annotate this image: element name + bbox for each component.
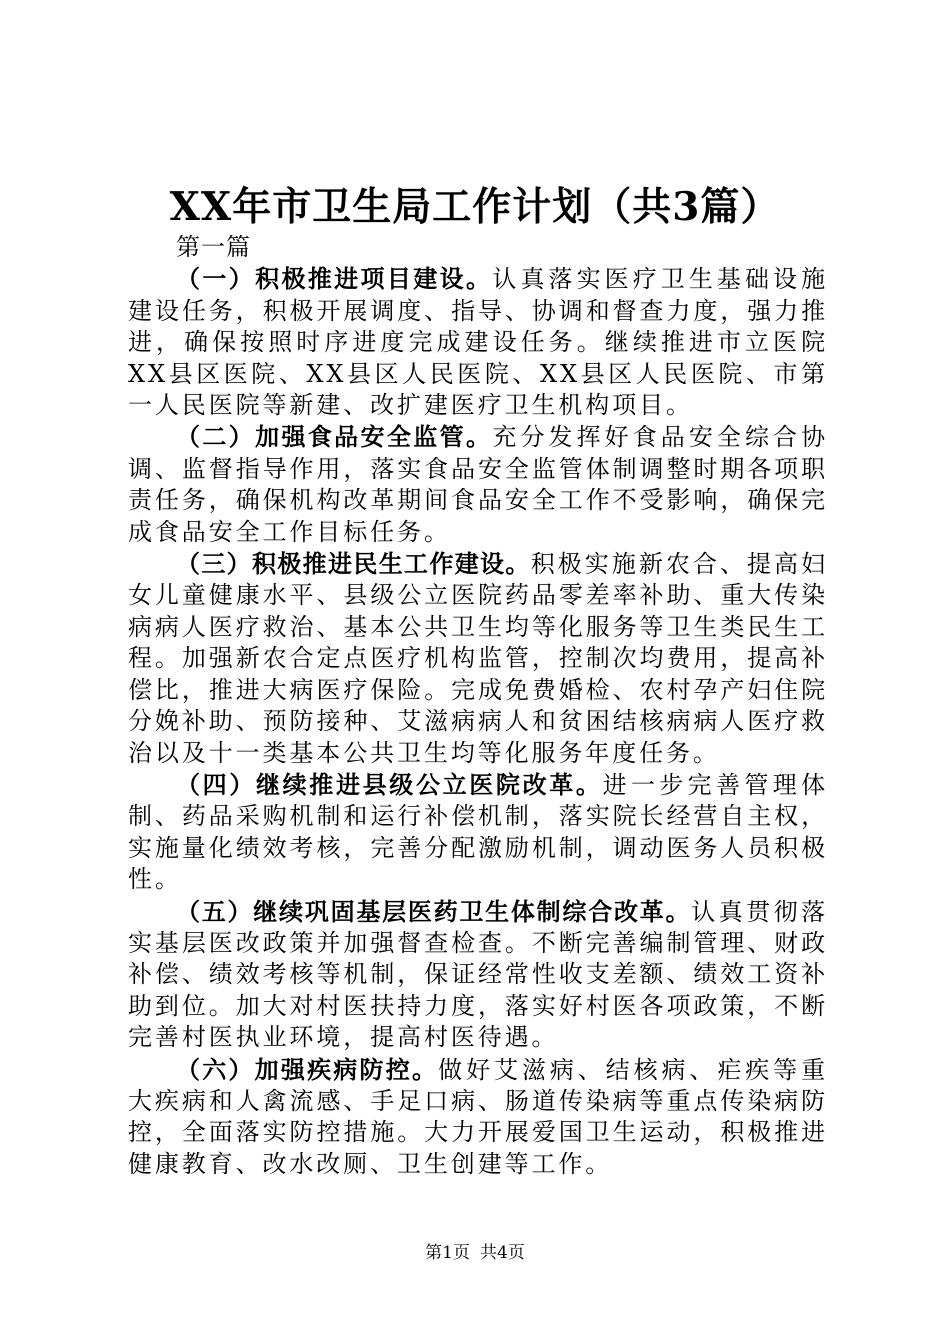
paragraph-text: 做好艾滋病、结核病、疟疾等重大疾病和人禽流感、手足口病、肠道传染病等重点传染病防控，全面落实防控措施。大力开展爱国卫生运动，积极推进健康教育、改水改厕、卫生创建等工作。 (128, 1055, 828, 1178)
paragraph-3 (128, 548, 828, 769)
paragraph-heading: （六）加强疾病防控。 (176, 1054, 439, 1084)
paragraph-text: 充分发挥好食品安全综合协调、监督指导作用，落实食品安全监管体制调整时期各项职责任务，确保机构改革期间食品安全工作不受影响，确保完成食品安全工作目标任务。 (128, 423, 828, 546)
document-body (128, 232, 828, 1180)
paragraph-heading: （五）继续巩固基层医药卫生体制综合改革。 (176, 896, 692, 926)
paragraph-heading: （三）积极推进民生工作建设。 (176, 549, 531, 579)
page-number: 第1页 (425, 1243, 470, 1263)
paragraph-text: 进一步完善管理体制、药品采购机制和运行补偿机制，落实院长经营自主权，实施量化绩效考核，完善分配激励机制，调动医务人员积极性。 (128, 770, 829, 894)
page-title: XX年市卫生局工作计划（共3篇） (169, 184, 781, 230)
paragraph-heading: （二）加强食品安全监管。 (176, 422, 493, 452)
paragraph-text: 积极实施新农合、提高妇女儿童健康水平、县级公立医院药品零差率补助、重大传染病病人医疗救治、基本公共卫生均等化服务等卫生类民生工程。加强新农合定点医疗机构监管，控制次均费用，提高补偿比，推进大病医疗保险。完成免费婚检、农村孕产妇住院分娩补助、预防接种、艾滋病病人和贫困结核病病人医疗救治以及十一类基本公共卫生均等化服务年度任务。 (128, 550, 828, 767)
section-label: 第一篇 (176, 233, 251, 261)
paragraph-2 (128, 421, 828, 548)
paragraph-heading: （四）继续推进县级公立医院改革。 (176, 769, 603, 799)
paragraph-4 (128, 769, 828, 896)
paragraph-1 (128, 263, 828, 421)
paragraph-5 (128, 896, 828, 1054)
page-total: 共4页 (480, 1243, 525, 1263)
paragraph-6 (128, 1054, 828, 1181)
paragraph-text: 认真贯彻落实基层医改政策并加强督查检查。不断完善编制管理、财政补偿、绩效考核等机制，保证经常性收支差额、绩效工资补助到位。加大对村医扶持力度，落实好村医各项政策，不断完善村医执业环境，提高村医待遇。 (128, 897, 828, 1052)
paragraph-text: 认真落实医疗卫生基础设施建设任务，积极开展调度、指导、协调和督查力度，强力推进，确保按照时序进度完成建设任务。继续推进市立医院XX县区医院、XX县区人民医院、XX县区人民医院、市第一人民医院等新建、改扩建医疗卫生机构项目。 (128, 265, 828, 420)
page-footer (0, 1242, 950, 1264)
paragraph-heading: （一）积极推进项目建设。 (176, 264, 493, 294)
